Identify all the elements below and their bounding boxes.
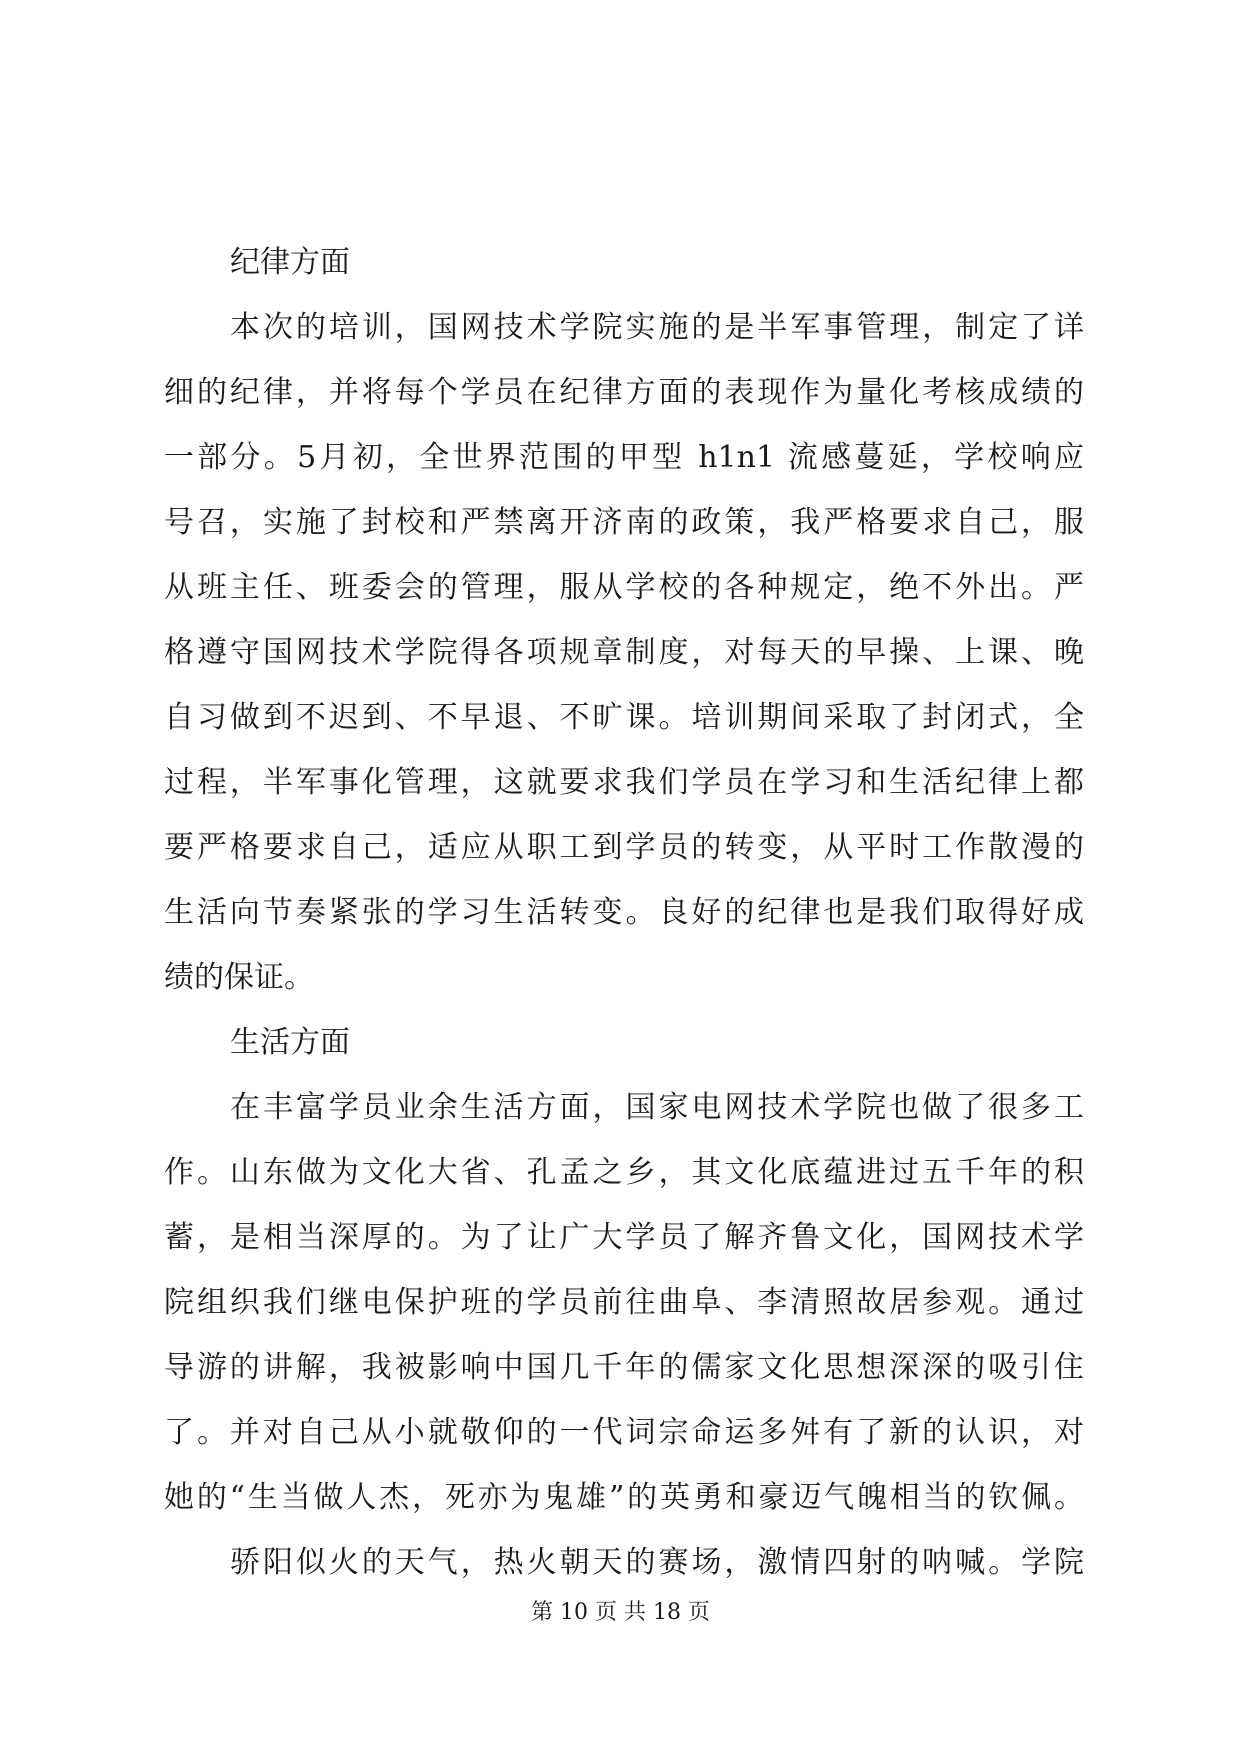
paragraph-line: 她的“生当做人杰，死亦为鬼雄”的英勇和豪迈气魄相当的钦佩。 [164, 1480, 1084, 1515]
paragraph-line: 号召，实施了封校和严禁离开济南的政策，我严格要求自己，服 [164, 505, 1084, 540]
paragraph-line: 自习做到不迟到、不早退、不旷课。培训期间采取了封闭式，全 [164, 700, 1084, 735]
paragraph-line: 骄阳似火的天气，热火朝天的赛场，激情四射的呐喊。学院 [230, 1545, 1084, 1580]
document-body [164, 230, 1084, 1595]
page-footer: 第 10 页 共 18 页 [531, 1600, 710, 1625]
paragraph-line: 院组织我们继电保护班的学员前往曲阜、李清照故居参观。通过 [164, 1285, 1084, 1320]
section-heading-life: 生活方面 [230, 1025, 350, 1060]
paragraph-line: 绩的保证。 [164, 960, 314, 995]
paragraph-line: 在丰富学员业余生活方面，国家电网技术学院也做了很多工 [230, 1090, 1084, 1125]
paragraph-line: 导游的讲解，我被影响中国几千年的儒家文化思想深深的吸引住 [164, 1350, 1084, 1385]
paragraph-line: 格遵守国网技术学院得各项规章制度，对每天的早操、上课、晚 [164, 635, 1084, 670]
paragraph-line: 生活向节奏紧张的学习生活转变。良好的纪律也是我们取得好成 [164, 895, 1084, 930]
paragraph-line: 蓄，是相当深厚的。为了让广大学员了解齐鲁文化，国网技术学 [164, 1220, 1084, 1255]
section-heading-discipline: 纪律方面 [230, 245, 350, 280]
paragraph-line: 了。并对自己从小就敬仰的一代词宗命运多舛有了新的认识，对 [164, 1415, 1084, 1450]
paragraph-line: 要严格要求自己，适应从职工到学员的转变，从平时工作散漫的 [164, 830, 1084, 865]
paragraph-line: 细的纪律，并将每个学员在纪律方面的表现作为量化考核成绩的 [164, 375, 1084, 410]
paragraph-line: 从班主任、班委会的管理，服从学校的各种规定，绝不外出。严 [164, 570, 1084, 605]
paragraph-line: 作。山东做为文化大省、孔孟之乡，其文化底蕴进过五千年的积 [164, 1155, 1084, 1190]
paragraph-line: 过程，半军事化管理，这就要求我们学员在学习和生活纪律上都 [164, 765, 1084, 800]
paragraph-line: 一部分。5月初，全世界范围的甲型 h1n1 流感蔓延，学校响应 [164, 440, 1084, 475]
paragraph-line: 本次的培训，国网技术学院实施的是半军事管理，制定了详 [230, 310, 1084, 345]
